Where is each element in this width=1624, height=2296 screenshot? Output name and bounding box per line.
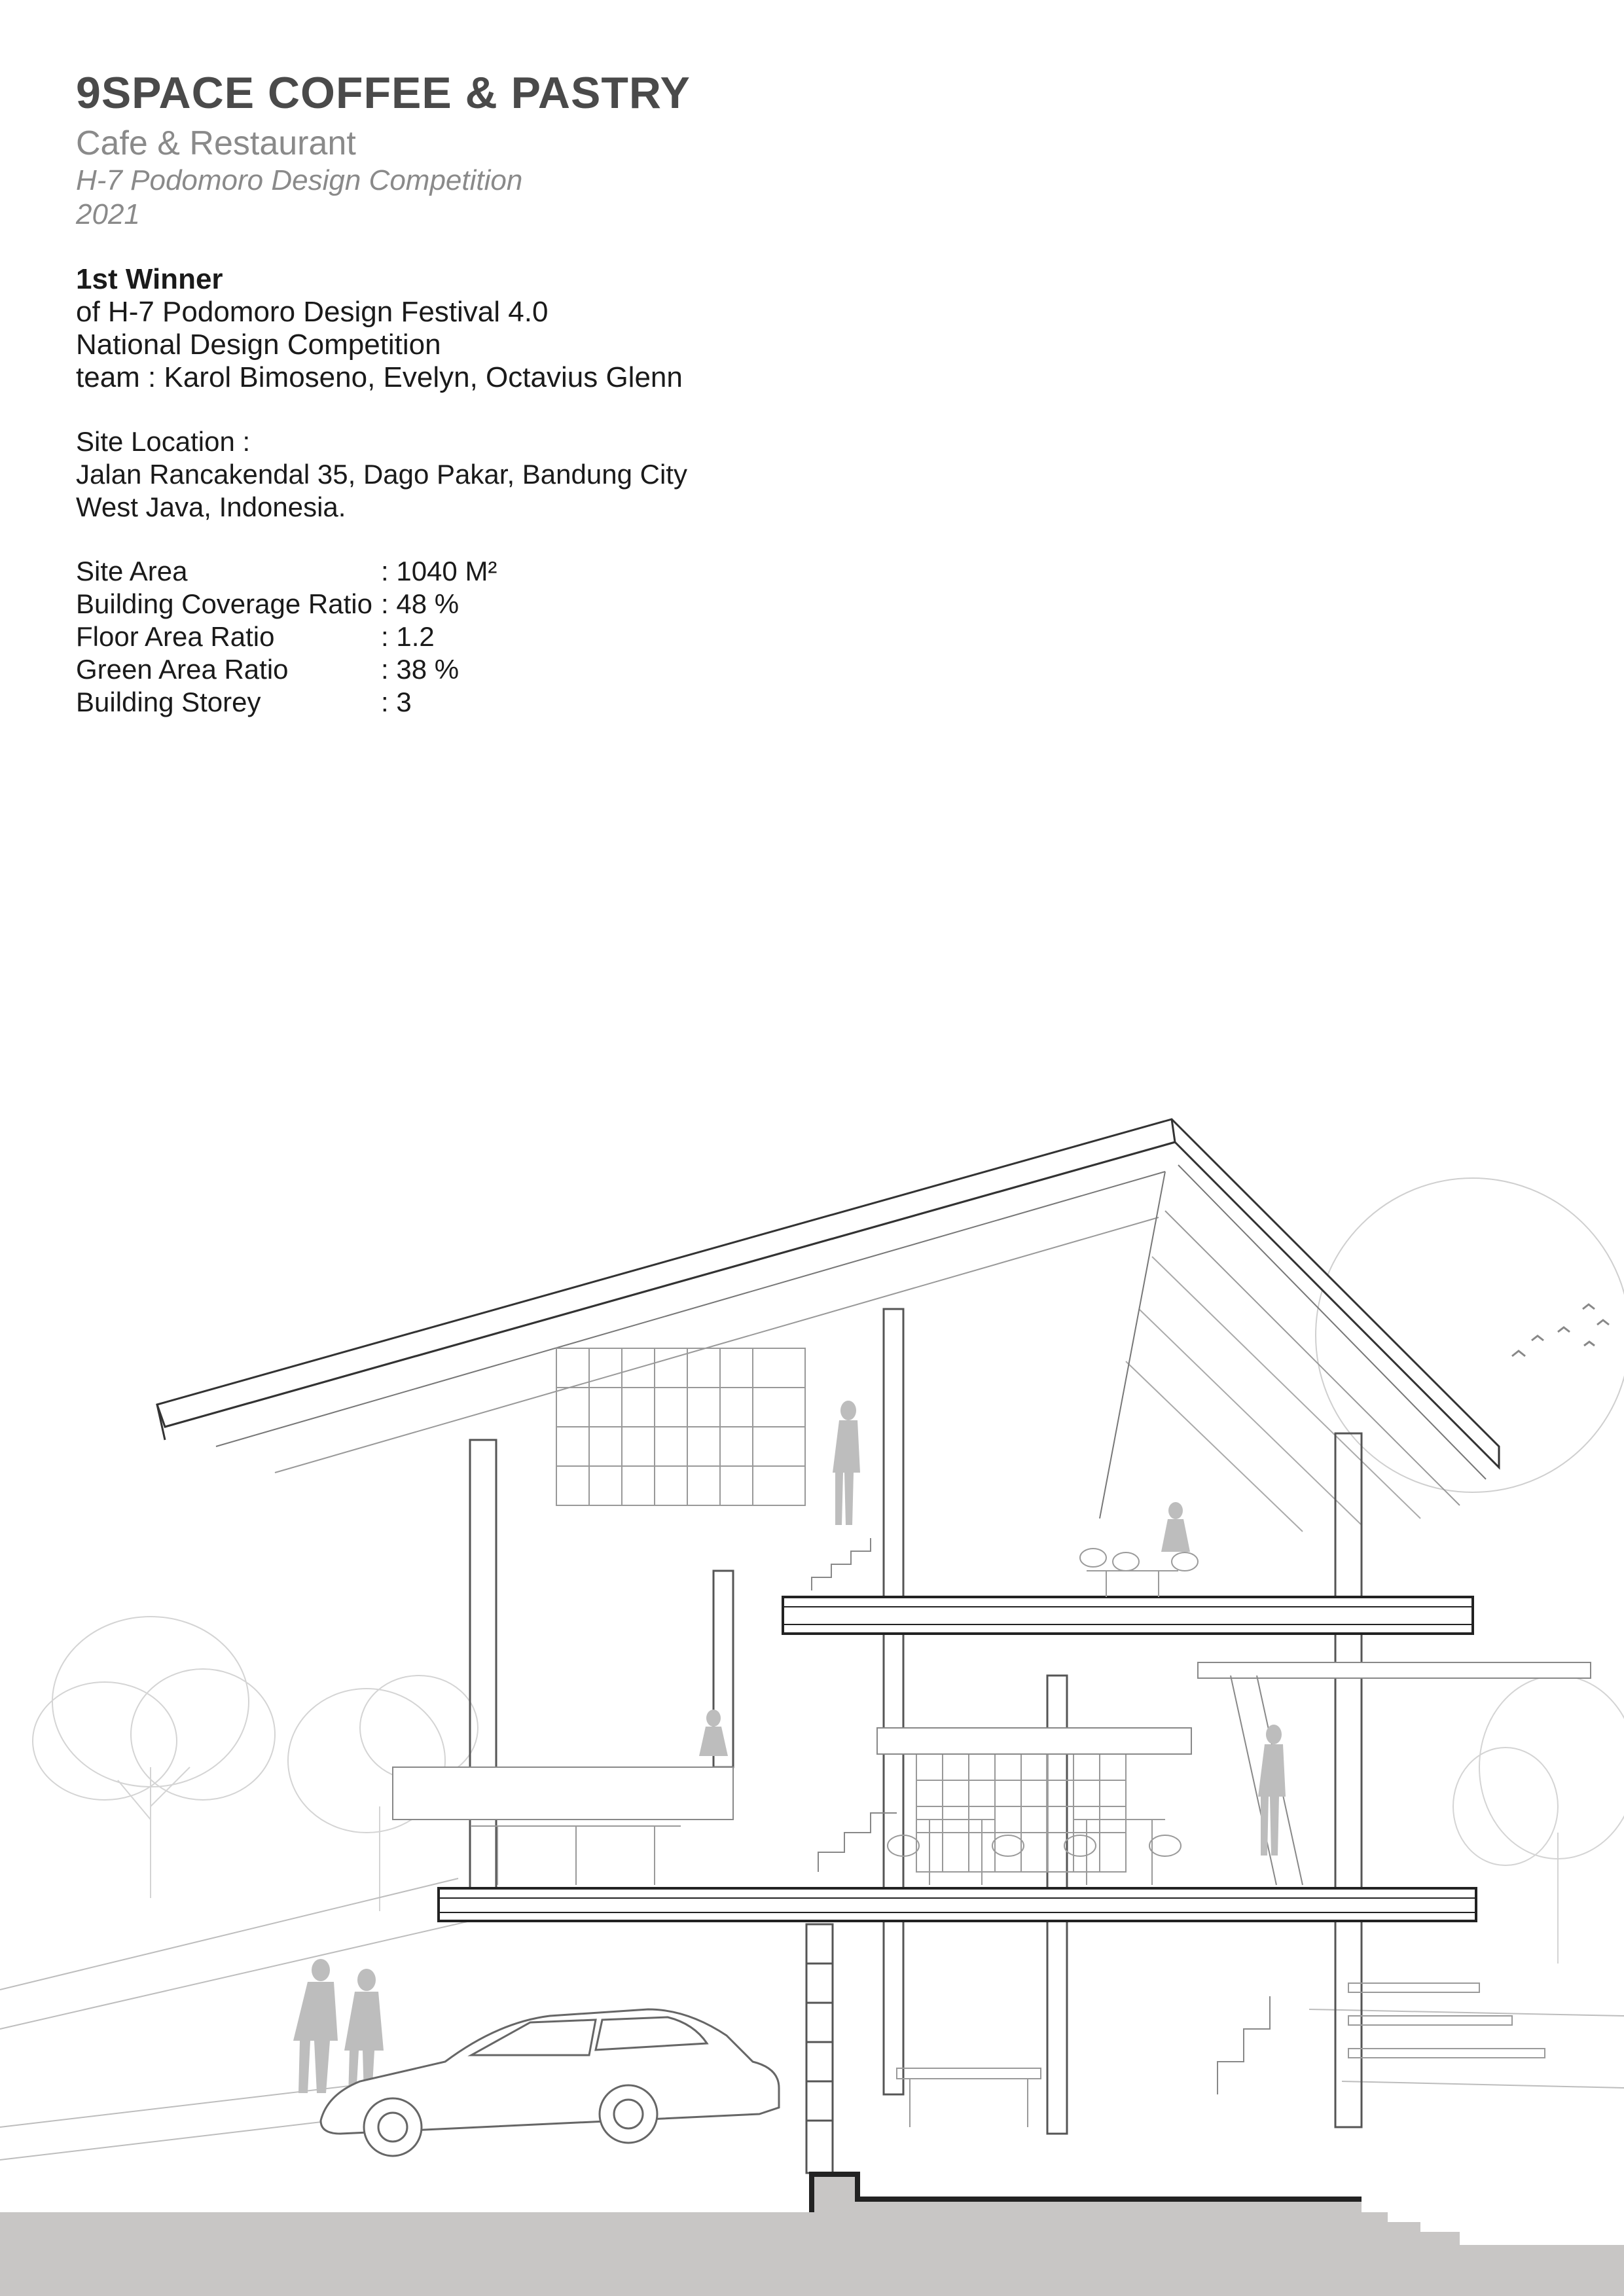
stat-row	[76, 620, 992, 653]
site-address-line2: West Java, Indonesia.	[76, 492, 346, 522]
birds	[1512, 1304, 1609, 1356]
stat-row	[76, 555, 992, 588]
stat-label: Green Area Ratio	[76, 654, 289, 685]
award-team: team : Karol Bimoseno, Evelyn, Octavius Glenn	[76, 361, 683, 393]
competition-name: H-7 Podomoro Design Competition	[76, 164, 523, 196]
columns	[470, 1309, 1362, 2134]
canopy	[393, 1662, 1591, 1820]
upper-floor-slab	[783, 1597, 1473, 1634]
stat-label: Site Area	[76, 556, 188, 586]
award-block	[76, 263, 992, 394]
middle-floor-slab	[439, 1888, 1476, 1921]
project-year: 2021	[76, 198, 140, 230]
project-type: Cafe & Restaurant	[76, 124, 356, 162]
site-location-label: Site Location :	[76, 426, 251, 457]
stat-row	[76, 686, 992, 719]
stat-value: : 1040 M²	[381, 556, 497, 586]
site-stats-table	[76, 555, 992, 719]
project-header	[76, 65, 992, 719]
stat-row	[76, 653, 992, 686]
project-title: 9SPACE COFFEE & PASTRY	[76, 68, 691, 118]
shelving	[806, 1924, 833, 2173]
award-festival: of H-7 Podomoro Design Festival 4.0	[76, 296, 549, 328]
stat-value: : 48 %	[381, 588, 460, 619]
stat-value: : 38 %	[381, 654, 460, 685]
stat-label: Floor Area Ratio	[76, 621, 275, 652]
stat-value: : 3	[381, 687, 412, 717]
stat-row	[76, 588, 992, 620]
stat-value: : 1.2	[381, 621, 435, 652]
award-title: 1st Winner	[76, 263, 223, 295]
site-location-block	[76, 425, 992, 524]
site-address-line1: Jalan Rancakendal 35, Dago Pakar, Bandung City	[76, 459, 687, 490]
roof	[157, 1119, 1499, 1532]
trees-right	[1453, 1676, 1624, 1964]
stat-label: Building Coverage Ratio	[76, 588, 372, 619]
car	[321, 2009, 779, 2156]
trees-left	[33, 1617, 478, 1911]
stat-label: Building Storey	[76, 687, 261, 717]
award-category: National Design Competition	[76, 329, 441, 361]
ground-section	[0, 2174, 1624, 2296]
section-perspective-drawing	[0, 1100, 1624, 2296]
